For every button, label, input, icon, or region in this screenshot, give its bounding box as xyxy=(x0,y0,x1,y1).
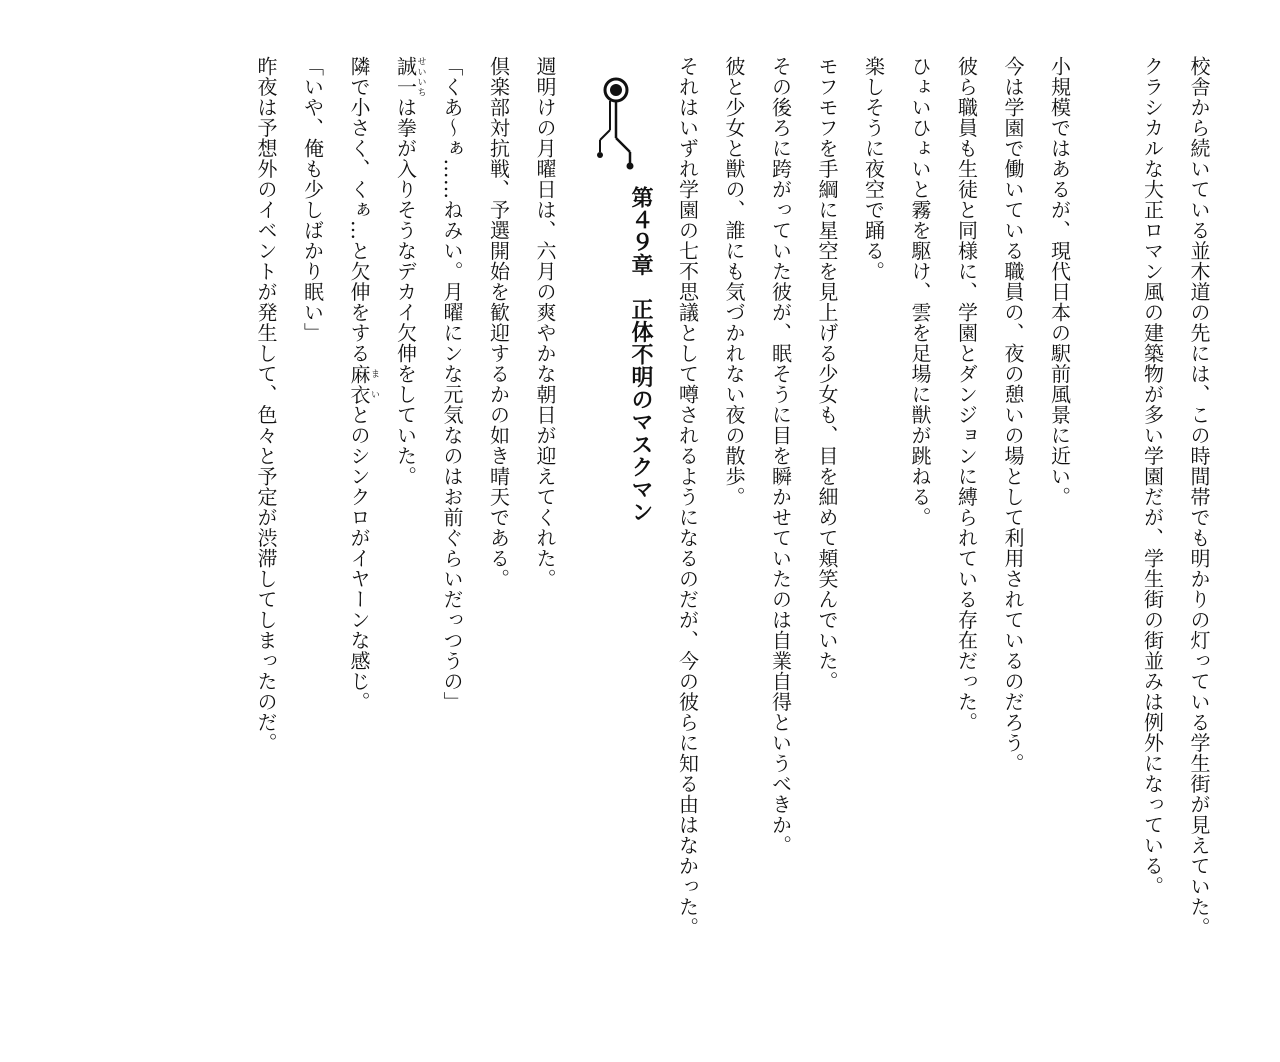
blank-line xyxy=(1083,56,1130,1016)
paragraph: 校舎から続いている並木道の先には、この時間帯でも明かりの灯っている学生街が見えていた。 xyxy=(1187,56,1211,938)
paragraph: その後ろに跨がっていた彼が、眠そうに目を瞬かせていたのは自業自得というべきか。 xyxy=(768,56,793,856)
chapter-title: 正体不明のマスクマン xyxy=(628,298,654,523)
chapter-text xyxy=(618,56,665,1016)
ruby-name xyxy=(393,56,426,97)
paragraph: 彼と少女と獣の、誰にも気づかれない夜の散歩。 xyxy=(722,56,746,507)
vertical-text-block xyxy=(243,56,1223,1016)
paragraph: 倶楽部対抗戦、予選開始を歓迎するかの如き晴天である。 xyxy=(486,56,511,589)
name-mai: 麻衣 xyxy=(347,363,371,405)
chapter-heading xyxy=(568,56,664,1016)
ruby-name xyxy=(347,363,379,405)
paragraph-text: は拳が入りそうなデカイ欠伸をしていた。 xyxy=(393,97,418,487)
paragraph xyxy=(382,56,429,1016)
paragraph: 週明けの月曜日は、六月の爽やかな朝日が迎えてくれた。 xyxy=(533,56,557,589)
ruby-reading: せいいち xyxy=(415,56,426,97)
paragraph: 楽しそうに夜空で踊る。 xyxy=(861,56,886,282)
paragraph-text: 隣で小さく、くぁ…と欠伸をする xyxy=(347,56,371,364)
paragraph-text: とのシンクロがイヤーンな感じ。 xyxy=(347,404,371,712)
chapter-number: 第４９章 xyxy=(628,186,654,276)
paragraph: クラシカルな大正ロマン風の建築物が多い学園だが、学生街の街並みは例外になっている。 xyxy=(1140,56,1165,897)
name-seiichi: 誠一 xyxy=(393,56,418,97)
circuit-node-icon xyxy=(594,76,638,172)
paragraph: 昨夜は予想外のイベントが発生して、色々と予定が渋滞してしまったのだ。 xyxy=(254,56,278,753)
paragraph: 小規模ではあるが、現代日本の駅前風景に近い。 xyxy=(1047,56,1072,507)
ruby-reading: まい xyxy=(369,363,379,405)
paragraph: 今は学園で働いている職員の、夜の憩いの場として利用されているのだろう。 xyxy=(1001,56,1025,774)
dialogue-line: 「くあ～ぁ……ねみい。月曜にンな元気なのはお前ぐらいだっつうの」 xyxy=(440,56,464,712)
paragraph: ひょいひょいと霧を駆け、雲を足場に獣が跳ねる。 xyxy=(908,56,932,528)
paragraph xyxy=(336,56,383,1016)
paragraph: それはいずれ学園の七不思議として噂されるようになるのだが、今の彼らに知る由はなかった。 xyxy=(675,56,700,938)
paragraph: モフモフを手綱に星空を見上げる少女も、目を細めて頬笑んでいた。 xyxy=(815,56,839,692)
paragraph: 彼ら職員も生徒と同様に、学園とダンジョンに縛られている存在だった。 xyxy=(954,56,979,733)
dialogue-line: 「いや、俺も少しばかり眠い」 xyxy=(300,56,325,343)
